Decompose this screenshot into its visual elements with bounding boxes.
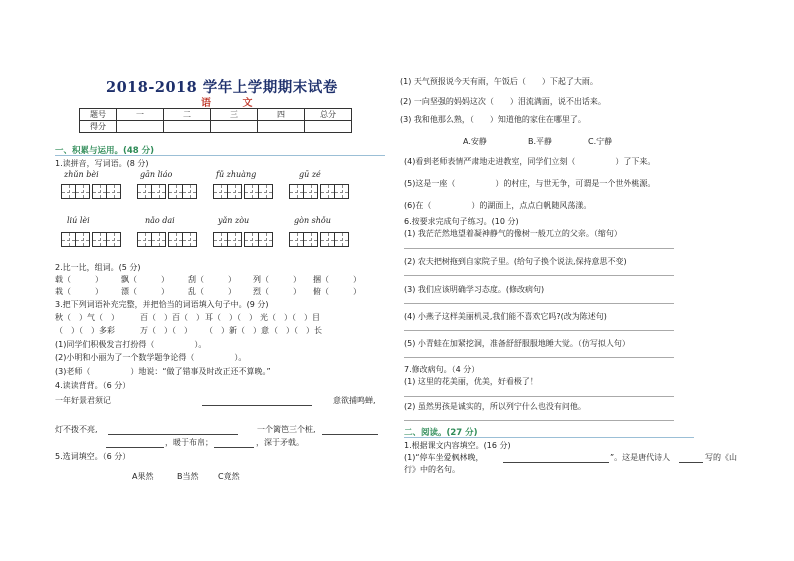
answer-line[interactable] [404,357,674,358]
answer-line[interactable] [404,303,674,304]
reading-fill: (1)“停车坐爱枫林晚， [404,453,484,462]
reading-fill: 写的《山 [705,453,737,462]
q6-item: (3) 我们应该明确学习态度。(修改病句) [404,285,545,294]
pinyin-label: gān liáo [140,170,173,179]
score-cell: 题号 [80,109,117,121]
q3-item: 光（ ）（ ）目 [260,313,320,322]
q3-item: （ ）（ ）多彩 [55,326,115,335]
proverb-line: 灯不拨不亮, [55,425,98,434]
question-5: 5.选词填空。（6 分） [55,452,131,461]
reading-fill: 行》中的名句。 [404,465,460,474]
poem-line: 一年好景君须记 [55,396,111,405]
score-cell: 二 [164,109,211,121]
answer-box-group[interactable] [61,232,120,247]
section-divider [55,155,385,156]
answer-line[interactable] [108,434,238,435]
poem-line: 意欲捕鸣蝉, [333,396,376,405]
answer-line[interactable] [202,405,312,406]
reading-question-1: 1.根据课文内容填空。(16 分) [404,441,511,450]
q3-item: 百（ ）百（ ） [140,313,204,322]
q2-item: 载（ ） [55,275,103,284]
choice-option: A.安静 [463,137,487,146]
q3-item: （ ）新（ ）意 [205,326,269,335]
answer-line[interactable] [106,447,164,448]
page-title: 2018-2018 学年上学期期末试卷 [106,79,338,96]
q3-sentence: (3)老师（ ）地说：“做了错事及时改正还不算晚。” [55,367,271,376]
section-divider [404,437,694,438]
score-input-cell[interactable] [117,121,164,133]
score-cell: 三 [211,109,258,121]
proverb-line: ，暖于布帛； [165,438,213,447]
answer-line[interactable] [404,396,674,397]
score-table [79,108,352,133]
choice-option: B.平静 [528,137,553,146]
fill-sentence: (3) 我和他那么熟，（ ）知道他的家住在哪里了。 [400,115,586,124]
answer-line[interactable] [214,447,254,448]
section-heading-1: 一、积累与运用。(48 分) [55,146,155,156]
pinyin-label: yǎn zòu [218,216,250,225]
answer-line[interactable] [322,434,378,435]
q6-item: (1) 我茫茫然地望着凝神静气的像树一般兀立的父亲。（缩句） [404,229,622,238]
subject-label: 语 文 [201,98,267,109]
q2-item: 飘（ ） [121,275,169,284]
answer-box-group[interactable] [137,232,196,247]
q6-item: (5) 小青蛙在加紧挖洞，准备舒舒服服地睡大觉。（仿写拟人句） [404,339,630,348]
answer-line[interactable] [404,420,674,421]
score-cell: 一 [117,109,164,121]
answer-box-group[interactable] [213,184,272,199]
q6-item: (2) 农夫把树拖到自家院子里。(给句子换个说法,保持意思不变) [404,257,627,266]
q2-item: 乱（ ） [188,287,236,296]
q2-item: 俯（ ） [313,287,361,296]
reading-fill: ”。这是唐代诗人 [610,453,671,462]
question-3: 3.把下列词语补充完整，并把恰当的词语填入句子中。(9 分) [55,300,269,309]
score-cell: 得分 [80,121,117,133]
q7-item: (1) 这里的花美丽，优美，好看极了！ [404,377,538,386]
pinyin-label: gòn shǒu [294,216,331,225]
choice-option: A果然 [132,472,154,481]
answer-line[interactable] [404,248,674,249]
fill-sentence: (5)这是一座（ ）的村庄，与世无争，可谓是一个世外桃源。 [404,179,656,188]
pinyin-label: fǔ zhuàng [216,170,257,179]
q2-item: 列（ ） [253,275,301,284]
q2-item: 烈（ ） [253,287,301,296]
answer-line[interactable] [503,462,609,463]
q3-item: （ ）（ ）长 [270,326,322,335]
proverb-line: 一个篱笆三个桩, [257,425,316,434]
pinyin-label: zhǔn bèi [64,170,99,179]
choice-option: C.宁静 [588,137,613,146]
choice-option: C竟然 [218,472,240,481]
fill-sentence: (1) 天气预报说今天有雨，午饭后（ ）下起了大雨。 [400,77,598,86]
question-2: 2.比一比，组词。(5 分) [55,263,141,272]
q3-sentence: (2)小明和小丽为了一个数学题争论得（ ）。 [55,353,247,362]
answer-box-group[interactable] [213,232,272,247]
pinyin-label: liú lèi [67,216,90,225]
answer-box-group[interactable] [137,184,196,199]
question-1: 1.读拼音，写词语。(8 分) [55,159,149,168]
q2-item: 捆（ ） [313,275,361,284]
answer-line[interactable] [679,462,703,463]
q3-sentence: (1)同学们积极发言打扮得（ ）。 [55,340,207,349]
score-input-cell[interactable] [258,121,305,133]
section-heading-2: 二、阅读。(27 分) [404,428,478,438]
q3-item: 秋（ ）气（ ） [55,313,119,322]
question-7: 7.修改病句。（4 分） [404,365,480,374]
fill-sentence: (2) 一向坚强的妈妈这次（ ）泪流满面，说不出话来。 [400,97,606,106]
score-cell: 四 [258,109,305,121]
pinyin-label: nǎo dai [145,216,175,225]
answer-box-group[interactable] [61,184,120,199]
q3-item: 万（ ）（ ） [140,326,192,335]
q7-item: (2) 虽然男孩是诚实的，所以列宁什么也没有问他。 [404,402,586,411]
score-table-score-row [80,121,352,133]
answer-line[interactable] [404,330,674,331]
question-4: 4.读读背背。（6 分） [55,381,131,390]
score-table-header-row [80,109,352,121]
answer-box-group[interactable] [289,184,348,199]
q6-item: (4) 小燕子这样美丽机灵,我们能不喜欢它吗?(改为陈述句) [404,312,607,321]
q2-item: 漂（ ） [121,287,169,296]
fill-sentence: (6)在（ ）的湖面上，点点白帆随风荡漾。 [404,201,592,210]
score-cell: 总分 [305,109,352,121]
answer-line[interactable] [404,275,674,276]
pinyin-label: gū zé [299,170,321,179]
q2-item: 刮（ ） [188,275,236,284]
fill-sentence: (4)看到老师表情严肃地走进教室，同学们立刻（ ）了下来。 [404,157,656,166]
score-input-cell[interactable] [164,121,211,133]
q3-item: 耳（ ）（ ） [205,313,257,322]
answer-box-group[interactable] [289,232,348,247]
score-input-cell[interactable] [305,121,352,133]
choice-option: B当然 [177,472,199,481]
q2-item: 栽（ ） [55,287,103,296]
proverb-line: ，深于矛戟。 [256,438,304,447]
score-input-cell[interactable] [211,121,258,133]
question-6: 6.按要求完成句子练习。(10 分) [404,217,519,226]
